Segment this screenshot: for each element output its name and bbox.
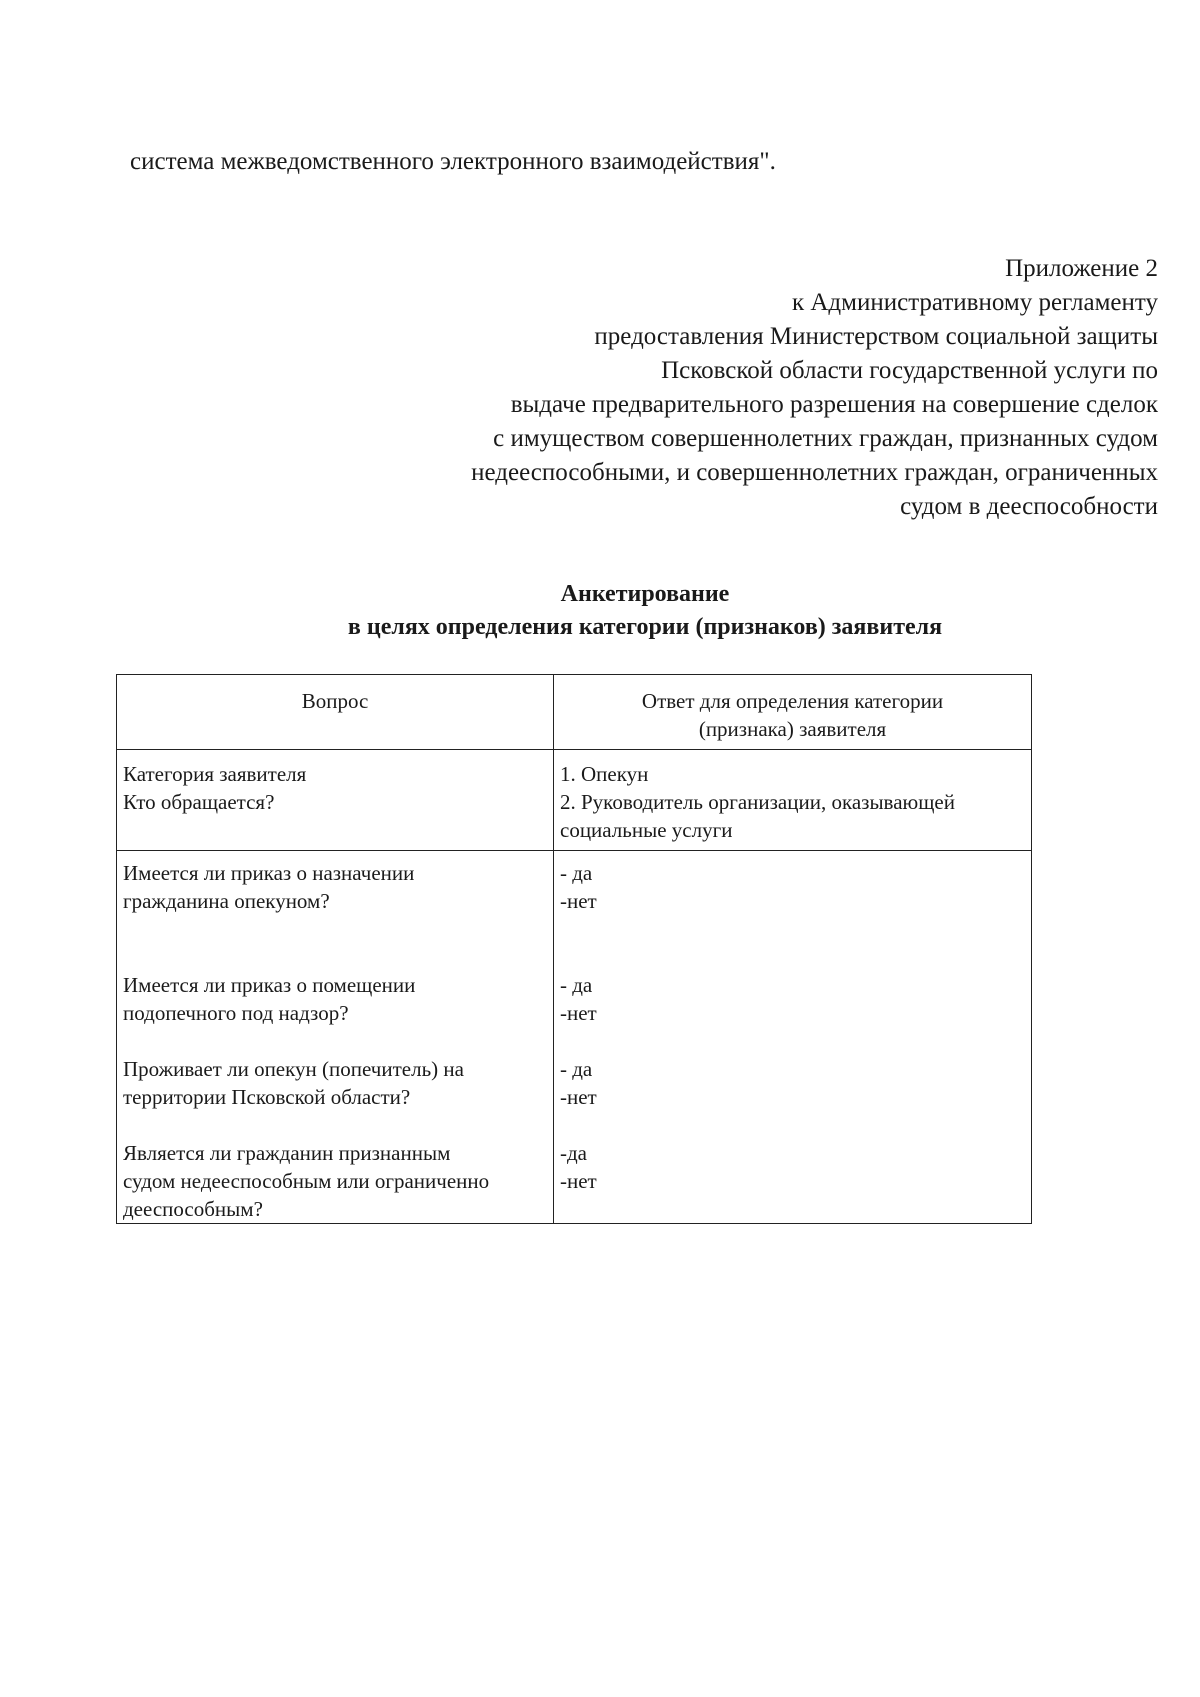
answer-option: - да [560, 1057, 593, 1081]
question-block [123, 1055, 547, 1111]
table-row [117, 750, 1032, 851]
answer-option: - да [560, 861, 593, 885]
answer-option: -нет [560, 1169, 597, 1193]
continuation-text: система межведомственного электронного взаимодействия". [130, 148, 776, 175]
document-heading [0, 578, 1200, 644]
answers-cell [554, 851, 1032, 1224]
appendix-line: предоставления Министерством социальной защиты [594, 323, 1158, 350]
questionnaire-table [116, 674, 1032, 1224]
header-answer-line: (признака) заявителя [698, 717, 887, 741]
question-line: подопечного под надзор? [123, 1001, 349, 1025]
question-line: судом недееспособным или ограниченно [123, 1169, 490, 1193]
question-line: Кто обращается? [123, 790, 275, 814]
question-line: Категория заявителя [123, 762, 307, 786]
header-answer-line: Ответ для определения категории [641, 689, 944, 713]
answer-option: -нет [560, 1085, 597, 1109]
category-answer-cell [554, 750, 1032, 851]
answer-block [560, 1139, 1025, 1195]
answer-line: социальные услуги [560, 818, 733, 842]
question-line: Является ли гражданин признанным [123, 1141, 451, 1165]
table-row [117, 851, 1032, 1224]
question-line: Имеется ли приказ о назначении [123, 861, 415, 885]
appendix-line: недееспособными, и совершеннолетних граждан, ограниченных [471, 459, 1158, 486]
answer-option: -нет [560, 1001, 597, 1025]
questions-cell [117, 851, 554, 1224]
appendix-line: с имуществом совершеннолетних граждан, признанных судом [493, 425, 1158, 452]
question-line: гражданина опекуном? [123, 889, 330, 913]
question-block [123, 1139, 547, 1223]
answer-option: - да [560, 973, 593, 997]
category-question-cell [117, 750, 554, 851]
question-line: дееспособным? [123, 1197, 263, 1221]
appendix-line: выдаче предварительного разрешения на совершение сделок [510, 391, 1158, 418]
answer-block [560, 971, 1025, 1027]
appendix-line: Псковской области государственной услуги по [661, 357, 1158, 384]
question-line: Имеется ли приказ о помещении [123, 973, 416, 997]
header-question: Вопрос [117, 675, 554, 750]
header-answer [554, 675, 1032, 750]
appendix-line: судом в дееспособности [900, 493, 1158, 520]
table-header-row [117, 675, 1032, 750]
answer-line: 1. Опекун [560, 762, 649, 786]
answer-block [560, 859, 1025, 915]
answer-option: -нет [560, 889, 597, 913]
answer-option: -да [560, 1141, 587, 1165]
question-block [123, 859, 547, 915]
answer-line: 2. Руководитель организации, оказывающей [560, 790, 955, 814]
question-line: Проживает ли опекун (попечитель) на [123, 1057, 464, 1081]
heading-subtitle: в целях определения категории (признаков) заявителя [347, 614, 943, 640]
appendix-line: Приложение 2 [1005, 255, 1158, 282]
question-block [123, 971, 547, 1027]
appendix-reference [471, 252, 1158, 524]
heading-title: Анкетирование [560, 581, 730, 607]
answer-block [560, 1055, 1025, 1111]
question-line: территории Псковской области? [123, 1085, 411, 1109]
appendix-line: к Административному регламенту [791, 289, 1158, 316]
